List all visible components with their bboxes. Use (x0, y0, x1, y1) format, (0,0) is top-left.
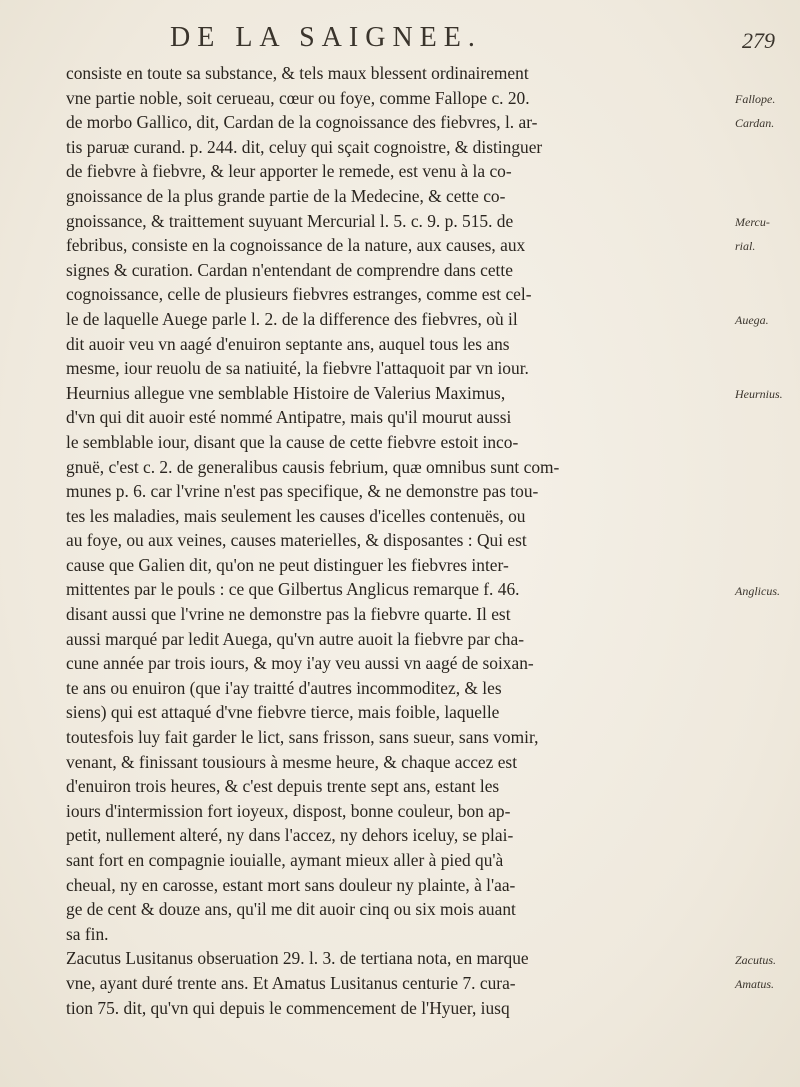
text-line: cheual, ny en carosse, estant mort sans douleur ny plainte, à l'aa- (66, 874, 516, 895)
text-line: le semblable iour, disant que la cause de cette fiebvre estoit inco- (66, 431, 519, 452)
text-line: munes p. 6. car l'vrine n'est pas specifique, & ne demonstre pas tou- (66, 481, 539, 502)
marginal-note: Cardan. (735, 116, 775, 131)
text-line: de morbo Gallico, dit, Cardan de la cognoissance des fiebvres, l. ar- (66, 112, 538, 133)
text-line: te ans ou enuiron (que i'ay traitté d'autres incommoditez, & les (66, 677, 502, 698)
text-line: tis paruæ curand. p. 244. dit, celuy qui sçait cognoistre, & distinguer (66, 136, 543, 157)
text-line: cause que Galien dit, qu'on ne peut distinguer les fiebvres inter- (66, 554, 509, 575)
text-line: gnoissance, & traittement suyuant Mercurial l. 5. c. 9. p. 515. de (66, 210, 514, 231)
text-line: Zacutus Lusitanus obseruation 29. l. 3. de tertiana nota, en marque (66, 948, 529, 969)
marginal-note: Fallope. (735, 91, 776, 106)
marginal-note: Auega. (735, 313, 769, 327)
text-line: febribus, consiste en la cognoissance de la nature, aux causes, aux (66, 235, 526, 256)
marginal-note: Zacutus. (735, 952, 777, 967)
text-line: au foye, ou aux veines, causes materielles, & disposantes : Qui est (66, 530, 527, 551)
text-line: ge de cent & douze ans, qu'il me dit auoir cinq ou six mois auant (66, 899, 516, 920)
text-line: iours d'intermission fort ioyeux, dispost, bonne couleur, bon ap- (66, 800, 511, 821)
text-line: vne partie noble, soit cerueau, cœur ou foye, comme Fallope c. 20. (66, 87, 530, 108)
text-line: de fiebvre à fiebvre, & leur apporter le remede, est venu à la co- (66, 161, 512, 182)
text-line: cognoissance, celle de plusieurs fiebvres estranges, comme est cel- (66, 284, 532, 305)
text-line: petit, nullement alteré, ny dans l'accez, ny dehors iceluy, se plai- (66, 825, 514, 846)
text-line: mesme, iour reuolu de sa natiuité, la fiebvre l'attaquoit par vn iour. (66, 358, 529, 379)
text-line: siens) qui est attaqué d'vne fiebvre tierce, mais foible, laquelle (66, 702, 500, 723)
text-line: d'enuiron trois heures, & c'est depuis trente sept ans, estant les (66, 776, 500, 797)
body-text (66, 61, 726, 1020)
text-line: tion 75. dit, qu'vn qui depuis le commencement de l'Hyuer, iusq (66, 997, 510, 1018)
text-line: tes les maladies, mais seulement les causes d'icelles contenuës, ou (66, 505, 526, 526)
text-line: signes & curation. Cardan n'entendant de comprendre dans cette (66, 259, 513, 280)
text-line: toutesfois luy fait garder le lict, sans frisson, sans sueur, sans vomir, (66, 727, 539, 748)
text-line: venant, & finissant tousiours à mesme heure, & chaque accez est (66, 751, 518, 772)
text-line: d'vn qui dit auoir esté nommé Antipatre, mais qu'il mourut aussi (66, 407, 512, 428)
text-line: cune année par trois iours, & moy i'ay veu aussi vn aagé de soixan- (66, 653, 534, 674)
marginal-note: Heurnius. (735, 386, 783, 401)
page-number: 279 (742, 28, 775, 53)
text-line: gnoissance de la plus grande partie de la Medecine, & cette co- (66, 185, 506, 206)
marginal-note: Mercu- (735, 214, 770, 229)
text-line: aussi marqué par ledit Auega, qu'vn autre auoit la fiebvre par cha- (66, 628, 525, 649)
text-line: sant fort en compagnie iouialle, aymant mieux aller à pied qu'à (66, 850, 504, 870)
marginal-note: Amatus. (735, 977, 774, 992)
text-line: vne, ayant duré trente ans. Et Amatus Lusitanus centurie 7. cura- (66, 972, 516, 993)
marginal-note: rial. (735, 239, 756, 254)
text-line: Heurnius allegue vne semblable Histoire de Valerius Maximus, (66, 382, 506, 403)
running-title: DE LA SAIGNEE. (170, 22, 482, 53)
text-line: dit auoir veu vn aagé d'enuiron septante ans, auquel tous les ans (66, 333, 510, 354)
text-line: le de laquelle Auege parle l. 2. de la difference des fiebvres, où il (66, 308, 518, 329)
marginal-note: Anglicus. (735, 583, 780, 598)
text-line: mittentes par le pouls : ce que Gilbertus Anglicus remarque f. 46. (66, 579, 520, 600)
text-line: gnuë, c'est c. 2. de generalibus causis febrium, quæ omnibus sunt com- (66, 456, 560, 477)
text-line: disant aussi que l'vrine ne demonstre pas la fiebvre quarte. Il est (66, 604, 511, 625)
text-line: consiste en toute sa substance, & tels maux blessent ordinairement (66, 63, 529, 83)
text-line: sa fin. (66, 923, 109, 944)
